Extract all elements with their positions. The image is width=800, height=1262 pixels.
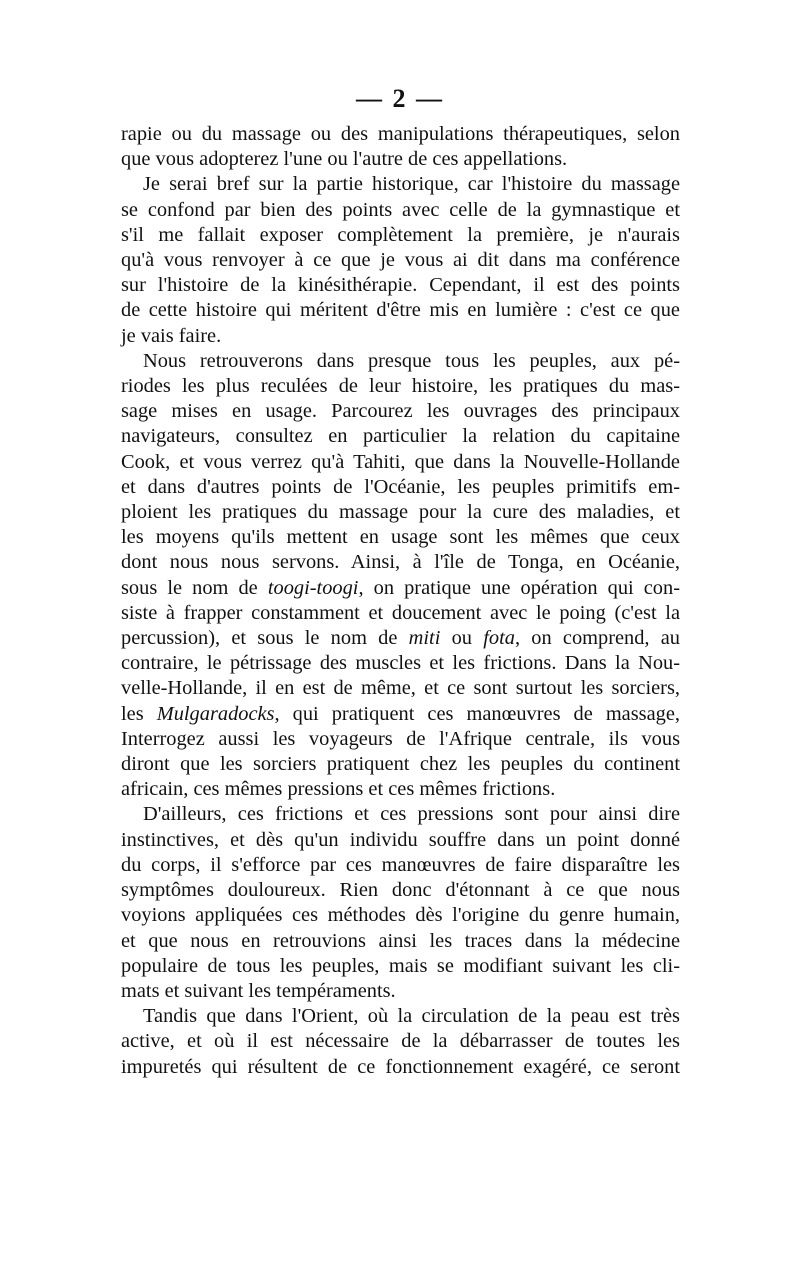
text-line: Cook, et vous verrez qu'à Tahiti, que dans la Nouvelle-Hollande [121,450,680,473]
text-line: populaire de tous les peuples, mais se modifiant suivant les cli- [121,954,680,977]
text-line: riodes les plus reculées de leur histoire, les pratiques du mas- [121,375,680,398]
text-line: instinctives, et dès qu'un individu souffre dans un point donné [121,828,680,851]
text-line: dont nous nous servons. Ainsi, à l'île de Tonga, en Océanie, [121,551,680,574]
text-line: impuretés qui résultent de ce fonctionnement exagéré, ce seront [121,1055,680,1078]
page-number: — 2 — [356,84,444,113]
text-line: les moyens qu'ils mettent en usage sont les mêmes que ceux [121,526,680,549]
text-line: et dans d'autres points de l'Océanie, les peuples primitifs em- [121,475,680,498]
text-line: mats et suivant les tempéraments. [121,979,396,1002]
paragraph [121,349,680,803]
text-line: sur l'histoire de la kinésithérapie. Cependant, il est des points [121,274,680,297]
text-line: sous le nom de toogi-toogi, on pratique une opération qui con- [121,576,680,599]
text-line: voyions appliquées ces méthodes dès l'origine du genre humain, [121,904,680,927]
text-line: rapie ou du massage ou des manipulations thérapeutiques, selon [121,123,680,145]
text-line: ploient les pratiques du massage pour la cure des maladies, et [121,501,680,524]
text-line: diront que les sorciers pratiquent chez les peuples du continent [121,753,680,776]
body-text [121,122,680,1080]
text-line: du corps, il s'efforce par ces manœuvres de faire disparaître les [121,853,680,876]
text-line: Tandis que dans l'Orient, où la circulation de la peau est très [143,1005,680,1028]
text-line: Nous retrouverons dans presque tous les peuples, aux pé- [143,349,680,372]
text-line: siste à frapper constamment et doucement avec le poing (c'est la [121,601,680,624]
text-line: se confond par bien des points avec celle de la gymnastique et [121,198,680,221]
text-line: de cette histoire qui méritent d'être mis en lumière : c'est ce que [121,299,680,322]
text-line: symptômes douloureux. Rien donc d'étonnant à ce que nous [121,879,680,902]
text-line: percussion), et sous le nom de miti ou fota, on comprend, au [121,627,680,650]
text-line: africain, ces mêmes pressions et ces mêmes frictions. [121,778,556,801]
text-line: et que nous en retrouvions ainsi les traces dans la médecine [121,929,680,952]
paragraph [121,172,680,348]
text-line: qu'à vous renvoyer à ce que je vous ai dit dans ma conférence [121,249,680,272]
text-line: les Mulgaradocks, qui pratiquent ces manœuvres de massage, [121,702,680,725]
text-line: velle-Hollande, il en est de même, et ce sont surtout les sorciers, [121,677,680,700]
text-line: Interrogez aussi les voyageurs de l'Afrique centrale, ils vous [121,727,680,750]
text-line: Je serai bref sur la partie historique, car l'histoire du massage [143,173,680,196]
text-line: que vous adopterez l'une ou l'autre de ces appellations. [121,148,568,171]
text-line: sage mises en usage. Parcourez les ouvrages des principaux [121,400,680,423]
text-line: navigateurs, consultez en particulier la relation du capitaine [121,425,680,448]
text-line: s'il me fallait exposer complètement la première, je n'aurais [121,223,680,246]
text-line: contraire, le pétrissage des muscles et les frictions. Dans la Nou- [121,652,680,675]
paragraph [121,802,680,1004]
paragraph [121,122,680,172]
text-line: D'ailleurs, ces frictions et ces pressions sont pour ainsi dire [143,803,680,826]
paragraph [121,1004,680,1080]
text-line: je vais faire. [121,324,222,347]
text-line: active, et où il est nécessaire de la débarrasser de toutes les [121,1030,680,1053]
